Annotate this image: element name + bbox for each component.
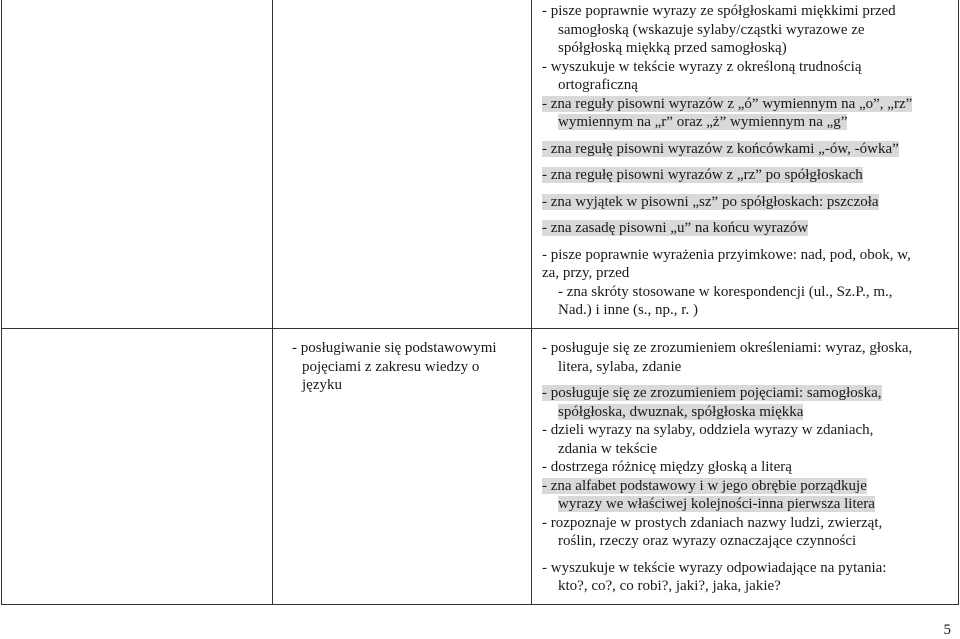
requirement-line — [542, 358, 954, 377]
requirement-text: samogłoską (wskazuje sylaby/cząstki wyrazowe ze — [558, 21, 865, 38]
requirement-line — [542, 514, 954, 533]
requirement-line — [542, 440, 954, 459]
requirement-text: wymiennym na „r” oraz „ż” wymiennym na „g” — [558, 114, 848, 130]
requirement-line — [542, 283, 954, 302]
table-row-divider — [1, 328, 959, 329]
line-gap — [542, 376, 954, 384]
line-gap — [542, 132, 954, 140]
requirement-line — [542, 166, 954, 185]
requirement-text: - zna alfabet podstawowy i w jego obrębie porządkuje — [542, 477, 867, 494]
skill-area-line-3: języku — [302, 377, 342, 393]
table-border-right — [958, 0, 959, 605]
requirement-text: - zna skróty stosowane w korespondencji (ul., Sz.P., m., — [558, 283, 893, 300]
requirement-line — [542, 113, 954, 132]
requirement-text: - pisze poprawnie wyrazy ze spółgłoskami miękkimi przed — [542, 3, 896, 19]
requirement-text: roślin, rzeczy oraz wyrazy oznaczające czynności — [558, 533, 857, 549]
requirement-line — [542, 301, 954, 320]
requirement-line — [542, 495, 954, 514]
requirement-text: - zna regułę pisowni wyrazów z „rz” po spółgłoskach — [542, 167, 863, 183]
table-border-col2 — [531, 0, 532, 605]
requirement-text: kto?, co?, co robi?, jaki?, jaka, jakie? — [558, 578, 781, 594]
requirements-cell-top — [542, 2, 954, 320]
requirement-text: ortograficzną — [558, 77, 638, 93]
requirement-text: - zna wyjątek w pisowni „sz” po spółgłoskach: pszczoła — [542, 193, 879, 210]
requirement-line — [542, 246, 954, 265]
line-gap — [542, 211, 954, 219]
requirement-text: litera, sylaba, zdanie — [558, 358, 682, 375]
requirement-text: - rozpoznaje w prostych zdaniach nazwy ludzi, zwierząt, — [542, 514, 883, 531]
requirement-text: - dostrzega różnicę między głoską a literą — [542, 459, 792, 475]
requirement-line — [542, 458, 954, 477]
line-gap — [542, 238, 954, 246]
requirement-text: - dzieli wyrazy na sylaby, oddziela wyrazy w zdaniach, — [542, 422, 874, 438]
requirement-text: - wyszukuje w tekście wyrazy z określoną trudnością — [542, 58, 862, 75]
line-gap — [542, 185, 954, 193]
requirement-line — [542, 477, 954, 496]
requirement-line — [542, 421, 954, 440]
requirement-line — [542, 95, 954, 114]
skill-area-line-2: pojęciami z zakresu wiedzy o — [302, 358, 480, 375]
requirement-text: zdania w tekście — [558, 440, 658, 457]
table-border-left — [1, 0, 2, 605]
requirement-line — [542, 577, 954, 596]
requirement-text: - posługuje się ze zrozumieniem pojęciami: samogłoska, — [542, 385, 882, 401]
requirement-text: spółgłoska, dwuznak, spółgłoska miękka — [558, 403, 804, 420]
requirement-text: - zna reguły pisowni wyrazów z „ó” wymiennym na „o”, „rz” — [542, 95, 913, 112]
line-gap — [542, 158, 954, 166]
requirements-cell-bottom — [542, 339, 954, 596]
requirement-line — [542, 403, 954, 422]
requirement-line — [542, 264, 954, 283]
table-border-bottom — [1, 604, 959, 605]
requirement-line — [542, 532, 954, 551]
skill-area-line-1: - posługiwanie się podstawowymi — [292, 340, 497, 356]
requirement-line — [542, 384, 954, 403]
requirement-text: spółgłoską miękką przed samogłoską) — [558, 40, 787, 56]
requirement-text: - posługuje się ze zrozumieniem określeniami: wyraz, głoska, — [542, 340, 913, 356]
requirement-line — [542, 559, 954, 578]
requirement-text: - zna zasadę pisowni „u” na końcu wyrazów — [542, 220, 809, 236]
requirement-line — [542, 140, 954, 159]
requirement-line — [542, 76, 954, 95]
requirement-line — [542, 339, 954, 358]
requirement-text: wyrazy we właściwej kolejności-inna pierwsza litera — [558, 496, 875, 512]
requirement-line — [542, 58, 954, 77]
requirement-text: - pisze poprawnie wyrażenia przyimkowe: nad, pod, obok, w, — [542, 246, 911, 263]
requirement-line — [542, 39, 954, 58]
requirement-text: za, przy, przed — [542, 265, 630, 281]
requirement-text: - zna regułę pisowni wyrazów z końcówkami „-ów, -ówka” — [542, 140, 899, 157]
requirement-line — [542, 21, 954, 40]
requirement-text: - wyszukuje w tekście wyrazy odpowiadające na pytania: — [542, 559, 887, 576]
requirement-line — [542, 219, 954, 238]
requirement-line — [542, 2, 954, 21]
line-gap — [542, 551, 954, 559]
requirement-line — [542, 193, 954, 212]
requirement-text: Nad.) i inne (s., np., r. ) — [558, 302, 698, 318]
skill-area-cell — [280, 339, 526, 395]
table-border-col1 — [272, 0, 273, 605]
page-number: 5 — [943, 622, 951, 638]
